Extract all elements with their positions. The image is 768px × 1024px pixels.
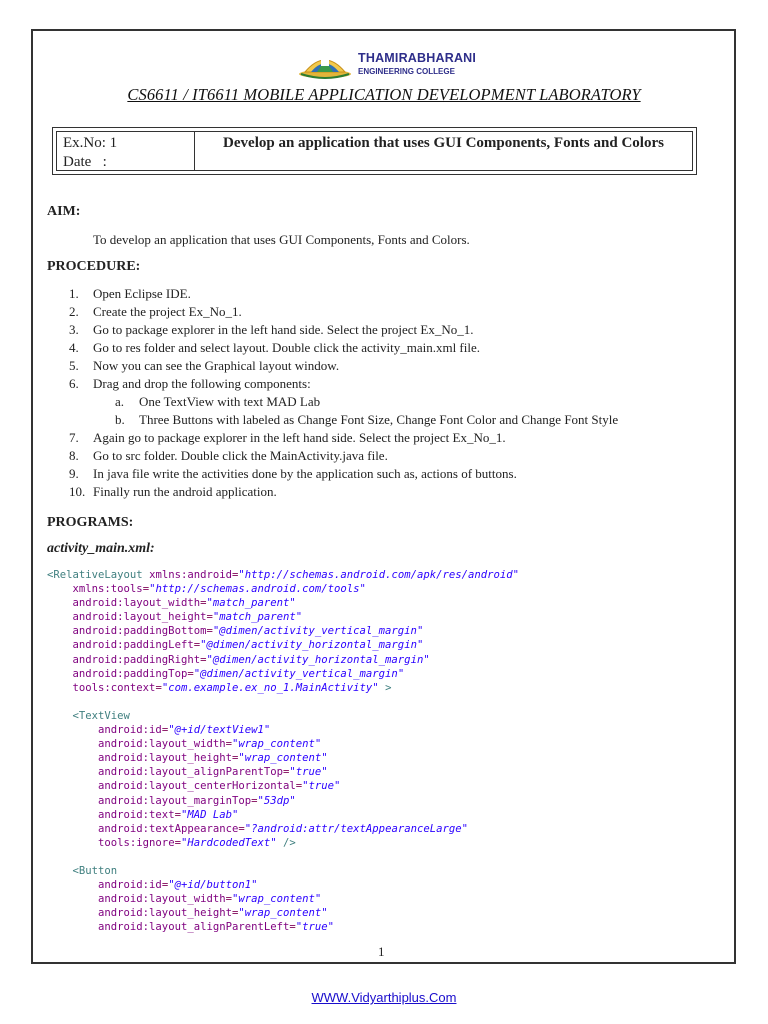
sub-list-item: b. Three Buttons with labeled as Change Font Size, Change Font Color and Change Font Style (115, 412, 619, 427)
sub-list-item: a. One TextView with text MAD Lab (115, 394, 321, 409)
code-line: android:layout_centerHorizontal="true" (98, 780, 341, 793)
code-line: android:layout_alignParentLeft="true" (98, 921, 335, 934)
aim-heading: AIM: (47, 204, 81, 219)
code-line: <Button (72, 864, 118, 877)
page-number: 1 (378, 944, 385, 959)
list-item: 10. Finally run the android application. (69, 484, 277, 499)
college-name-line1: THAMIRABHARANI (358, 51, 477, 65)
code-line: tools:context="com.example.ex_no_1.MainActivity" > (72, 681, 392, 694)
code-line: android:paddingBottom="@dimen/activity_vertical_margin" (72, 625, 424, 638)
code-line: android:layout_width="wrap_content" (98, 893, 322, 906)
code-line: android:layout_width="match_parent" (72, 597, 296, 610)
code-line: android:text="MAD Lab" (98, 808, 239, 821)
list-item: 6. Drag and drop the following components: (69, 376, 311, 391)
code-line: android:paddingRight="@dimen/activity_horizontal_margin" (72, 653, 430, 666)
code-line: android:id="@+id/textView1" (98, 724, 271, 737)
code-line: android:layout_height="match_parent" (72, 611, 303, 624)
list-item: 5. Now you can see the Graphical layout window. (69, 358, 340, 373)
code-line: android:id="@+id/button1" (98, 879, 258, 892)
programs-heading: PROGRAMS: (47, 515, 134, 530)
footer-link[interactable]: WWW.Vidyarthiplus.Com (311, 990, 457, 1005)
lab-title: CS6611 / IT6611 MOBILE APPLICATION DEVELOPMENT LABORATORY (127, 85, 641, 104)
exercise-title: Develop an application that uses GUI Components, Fonts and Colors (223, 135, 664, 151)
list-item: 4. Go to res folder and select layout. Double click the activity_main.xml file. (69, 340, 480, 355)
code-line: android:layout_height="wrap_content" (98, 752, 328, 765)
college-name (358, 52, 476, 78)
list-item: 9. In java file write the activities done by the application such as, actions of buttons. (69, 466, 517, 481)
code-line: android:layout_height="wrap_content" (98, 907, 328, 920)
college-logo (297, 46, 353, 80)
code-line: android:layout_width="wrap_content" (98, 738, 322, 751)
code-line (47, 850, 519, 864)
code-line: android:textAppearance="?android:attr/textAppearanceLarge" (98, 822, 468, 835)
list-item: 2. Create the project Ex_No_1. (69, 304, 242, 319)
code-line: <RelativeLayout xmlns:android="http://schemas.android.com/apk/res/android" (47, 569, 520, 581)
procedure-list (47, 285, 618, 501)
code-line: android:layout_alignParentTop="true" (98, 766, 328, 779)
aim-text: To develop an application that uses GUI Components, Fonts and Colors. (93, 232, 470, 247)
code-line: xmlns:tools="http://schemas.android.com/tools" (72, 583, 366, 596)
list-item: 3. Go to package explorer in the left hand side. Select the project Ex_No_1. (69, 322, 474, 337)
code-line: <TextView (72, 709, 130, 722)
college-name-line2: ENGINEERING COLLEGE (358, 67, 455, 76)
code-line: android:layout_marginTop="53dp" (98, 794, 296, 807)
list-item: 8. Go to src folder. Double click the MainActivity.java file. (69, 448, 388, 463)
file-label: activity_main.xml: (47, 541, 155, 556)
code-block (47, 568, 519, 934)
exercise-box (52, 127, 697, 175)
procedure-heading: PROCEDURE: (47, 259, 141, 274)
code-line: android:paddingLeft="@dimen/activity_horizontal_margin" (72, 639, 424, 652)
code-line (47, 695, 519, 709)
list-item: 7. Again go to package explorer in the left hand side. Select the project Ex_No_1. (69, 430, 506, 445)
exercise-date: Date : (63, 154, 107, 170)
code-line: android:paddingTop="@dimen/activity_vertical_margin" (72, 667, 405, 680)
code-line: tools:ignore="HardcodedText" /> (98, 836, 296, 849)
exercise-number: Ex.No: 1 (63, 135, 118, 151)
list-item: 1. Open Eclipse IDE. (69, 286, 191, 301)
